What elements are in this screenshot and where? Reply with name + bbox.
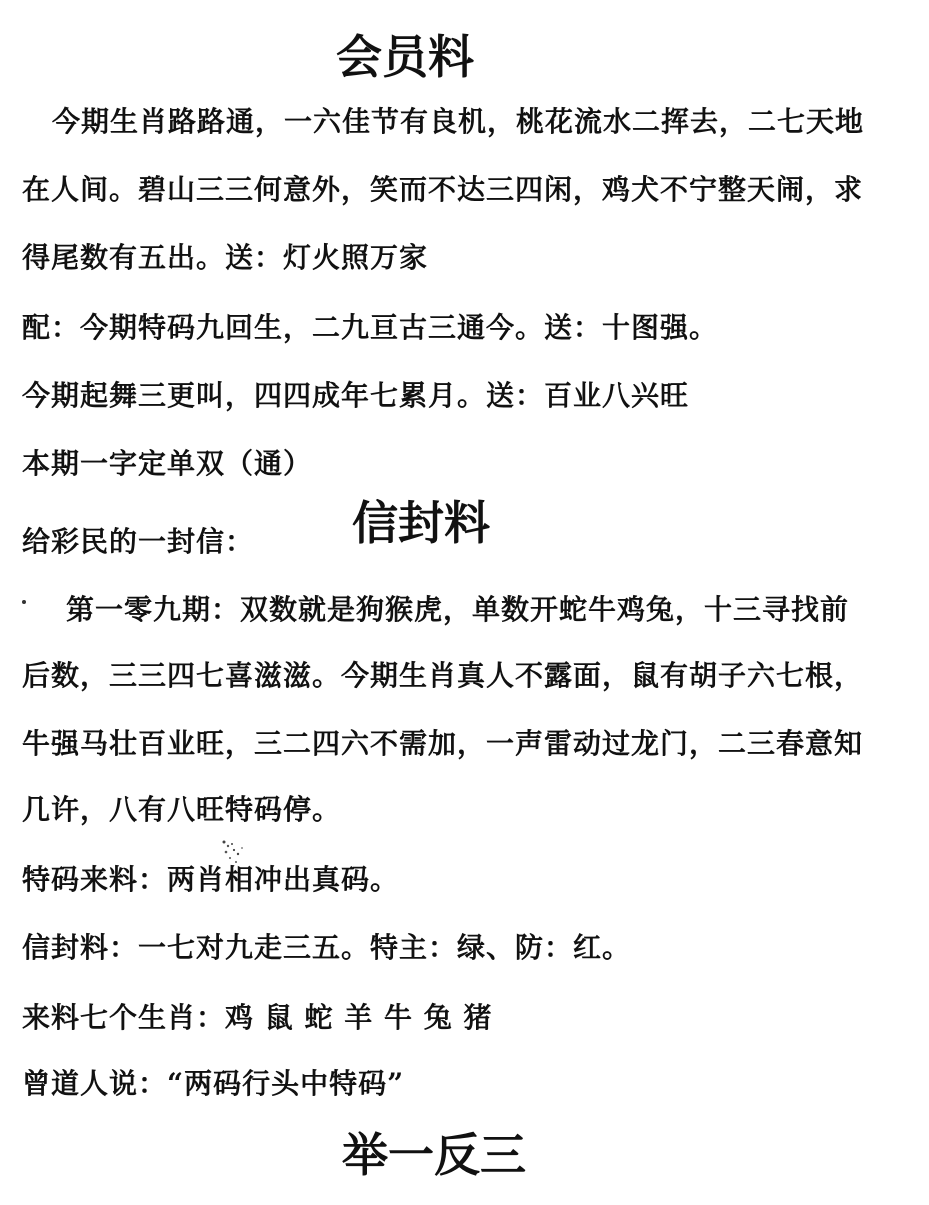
member-line-3: 得尾数有五出。送：灯火照万家 <box>22 241 429 274</box>
letter-line-1: 第一零九期：双数就是狗猴虎，单数开蛇牛鸡兔，十三寻找前 <box>66 593 850 626</box>
xinfeng-line: 信封料：一七对九走三五。特主：绿、防：红。 <box>22 931 632 964</box>
qiwu-line: 今期起舞三更叫，四四成年七累月。送：百业八兴旺 <box>22 379 690 412</box>
heading-member: 会员料 <box>336 30 474 84</box>
danshuang-line: 本期一字定单双（通） <box>22 447 313 480</box>
zeng-daoren-line: 曾道人说：“两码行头中特码” <box>22 1067 405 1100</box>
member-line-2: 在人间。碧山三三何意外，笑而不达三四闲，鸡犬不宁整天闹，求 <box>22 173 864 206</box>
speck-mark <box>22 600 26 604</box>
letter-line-2: 后数，三三四七喜滋滋。今期生肖真人不露面，鼠有胡子六七根， <box>22 659 864 692</box>
letter-line-4: 几许，八有八旺特码停。 <box>22 793 342 826</box>
pei-line: 配：今期特码九回生，二九亘古三通今。送：十图强。 <box>22 311 719 344</box>
member-line-1: 今期生肖路路通，一六佳节有良机，桃花流水二挥去，二七天地 <box>52 105 865 138</box>
letter-label: 给彩民的一封信： <box>22 525 255 558</box>
seven-zodiac-line: 来料七个生肖：鸡 鼠 蛇 羊 牛 兔 猪 <box>22 1001 493 1034</box>
tema-laoliao-line: 特码来料：两肖相冲出真码。 <box>22 863 400 896</box>
heading-bottom: 举一反三 <box>342 1128 526 1182</box>
heading-envelope: 信封料 <box>352 496 490 550</box>
letter-line-3: 牛强马壮百业旺，三二四六不需加，一声雷动过龙门，二三春意知 <box>22 727 864 760</box>
